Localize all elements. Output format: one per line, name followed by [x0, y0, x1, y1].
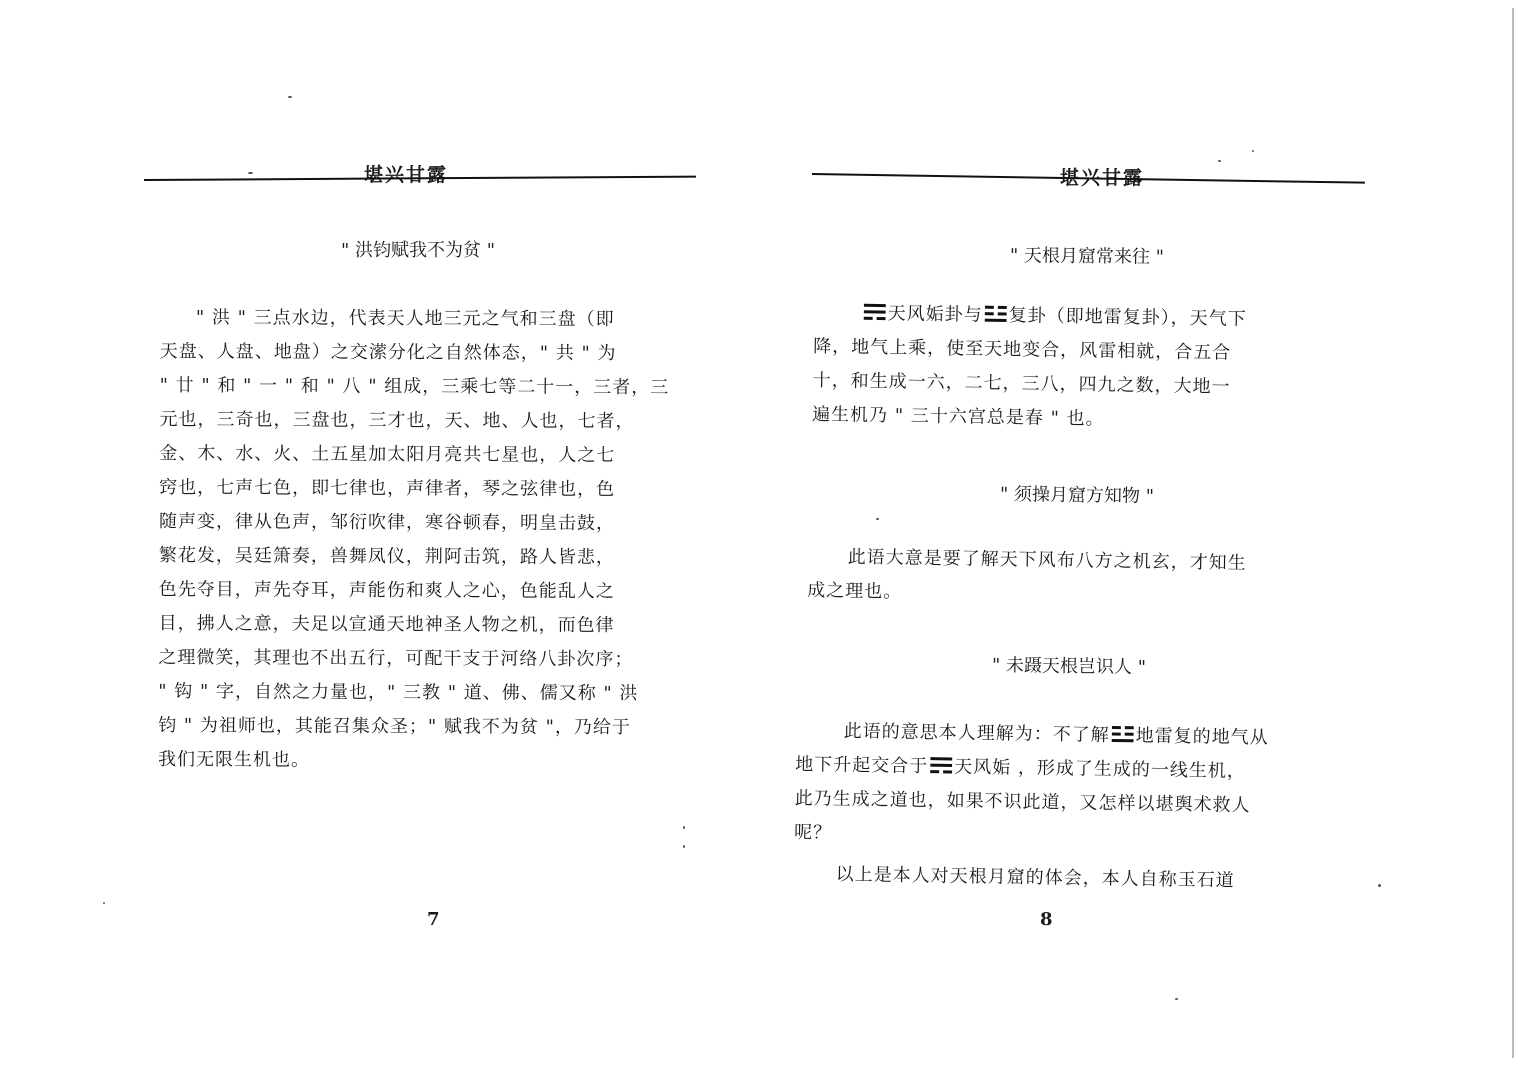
body-line: 以上是本人对天根月窟的体会，本人自称玉石道 [835, 863, 1235, 892]
body-line: 天盘、人盘、地盘）之交潆分化之自然体态，" 共 " 为 [159, 340, 617, 364]
body-line: " 廿 " 和 " 一 " 和 " 八 " 组成，三乘七等二十一，三者，三 [159, 374, 670, 399]
body-line: 天风姤卦与 复卦（即地雷复卦），天气下 [813, 296, 1353, 338]
body-line: 我们无限生机也。 [157, 748, 311, 771]
scan-speck [683, 845, 685, 848]
body-line: 十，和生成一六，二七，三八，四九之数，大地一 [812, 369, 1231, 398]
body-line: 此乃生成之道也，如果不识此道，又怎样以堪舆术救人 [794, 787, 1251, 817]
left-body-paragraph [158, 301, 690, 779]
right-section-heading-3: " 未蹑天根岂识人 " [991, 654, 1147, 679]
body-line: 之理微笑，其理也不出五行，可配干支于河络八卦次序； [158, 646, 634, 671]
body-line: 元也，三奇也，三盘也，三才也，天、地、人也，七者， [159, 408, 635, 433]
right-section-heading-1: " 天根月窟常来往 " [1009, 245, 1165, 268]
scan-speck [1218, 160, 1221, 162]
trigram-fu-icon [985, 305, 1007, 323]
body-line: 窍也，七声七色，即七律也，声律者，琴之弦律也，色 [159, 476, 616, 500]
body-line: 钧 " 为祖师也，其能召集众圣；" 赋我不为贫 "，乃给于 [158, 714, 631, 739]
body-line: 此语的意思本人理解为：不了解 地雷复的地气从 [843, 720, 1269, 749]
scan-speck [1378, 884, 1381, 887]
left-section-heading: " 洪钧赋我不为贫 " [341, 240, 496, 261]
scan-speck [1252, 150, 1254, 152]
scan-speck [248, 172, 253, 174]
scan-speck [103, 902, 105, 904]
right-page [764, 0, 1528, 1080]
scan-speck [683, 826, 685, 829]
body-line: 繁花发，吴廷箫奏，兽舞凤仪，荆阿击筑，路人皆悲， [158, 544, 615, 568]
right-paragraph-3 [794, 714, 1336, 858]
scan-edge-line [1512, 8, 1514, 1058]
body-line: 遍生机乃 " 三十六宫总是春 " 也。 [811, 403, 1105, 430]
body-line: 随声变，律从色声，邹衍吹律，寒谷顿春，明皇击鼓， [158, 510, 616, 534]
scan-speck [1175, 998, 1178, 1000]
left-page-number: 7 [427, 909, 440, 930]
trigram-fu-icon [1112, 725, 1134, 743]
right-paragraph-2 [807, 540, 1348, 616]
trigram-gou-icon [864, 303, 886, 321]
body-line: 金、木、水、火、土五星加太阳月亮共七星也，人之七 [159, 442, 616, 466]
right-paragraph-4 [835, 858, 1335, 900]
body-line: 呢？ [793, 821, 833, 844]
right-running-header: 堪兴甘露 [1060, 167, 1145, 189]
right-page-number: 8 [1040, 909, 1053, 930]
body-line: 此语大意是要了解天下风布八方之机玄，才知生 [847, 546, 1247, 574]
body-line: 降，地气上乘，使至天地变合，风雷相就，合五合 [813, 335, 1232, 364]
left-running-header: 堪兴甘露 [364, 164, 449, 186]
scan-speck [876, 518, 879, 520]
body-line: " 钩 " 字，自然之力量也，" 三教 " 道、佛、儒又称 " 洪 [158, 680, 639, 705]
body-line: 地下升起交合于 天风姤 ，形成了生成的一线生机， [795, 753, 1247, 783]
body-line: " 洪 " 三点水边，代表天人地三元之气和三盘（即 [195, 307, 615, 330]
scan-speck [288, 96, 292, 98]
body-line: 成之理也。 [807, 579, 903, 603]
body-line: 目，拂人之意，夫足以宣通天地神圣人物之机，而色律 [158, 612, 615, 636]
right-section-heading-2: " 须操月窟方知物 " [999, 483, 1155, 508]
right-paragraph-1 [812, 296, 1354, 440]
body-line: 色先夺目，声先夺耳，声能伤和爽人之心，色能乱人之 [158, 578, 615, 602]
trigram-gou-icon [930, 756, 952, 774]
